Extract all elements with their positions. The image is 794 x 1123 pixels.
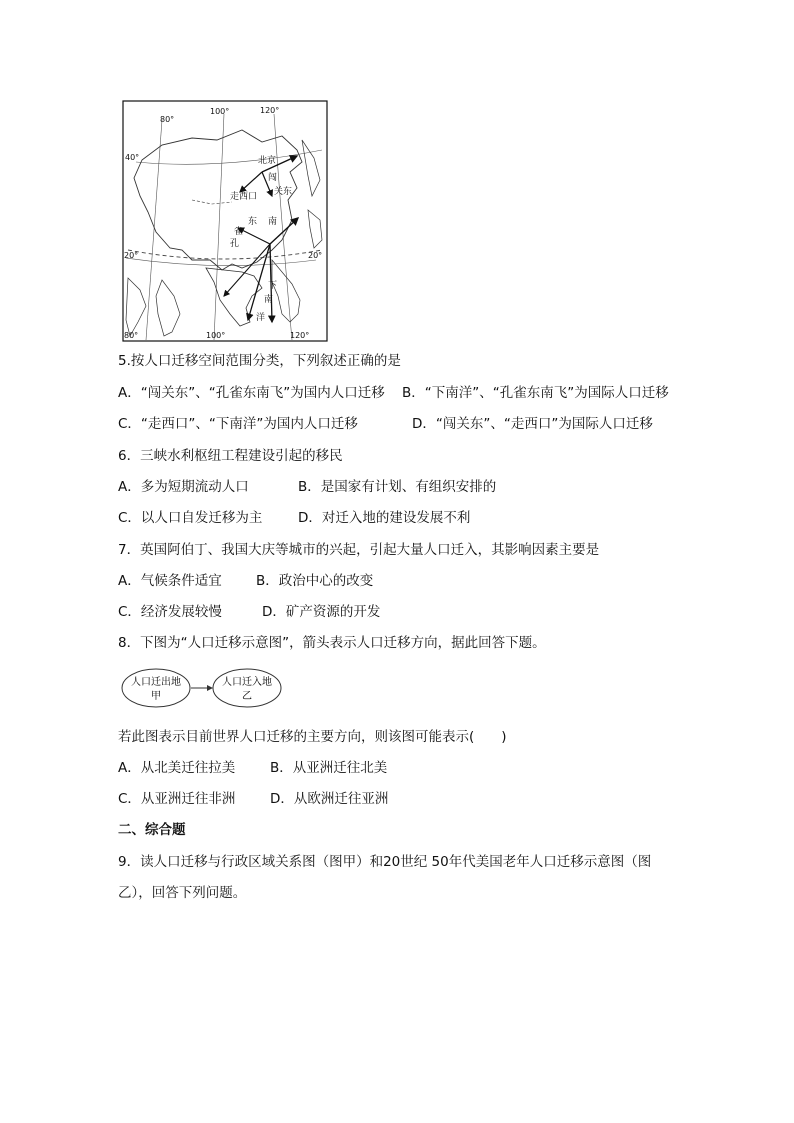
migration-diagram bbox=[120, 666, 290, 710]
lat-label-40: 40° bbox=[125, 153, 140, 162]
label-kong: 孔 bbox=[230, 239, 240, 249]
q7-option-b: B．政治中心的改变 bbox=[256, 573, 374, 589]
q9-line2: 乙），回答下列问题。 bbox=[118, 885, 247, 901]
q6-option-b: B．是国家有计划、有组织安排的 bbox=[298, 479, 497, 495]
node-in-label: 人口迁入地 bbox=[222, 677, 272, 688]
q8-option-c: C．从亚洲迁往非洲 bbox=[118, 791, 236, 807]
lon-label-80-bottom: 80° bbox=[124, 331, 139, 340]
q7-stem: 7．英国阿伯丁、我国大庆等城市的兴起，引起大量人口迁入，其影响因素主要是 bbox=[118, 542, 600, 558]
q8-stem: 8．下图为“人口迁移示意图”，箭头表示人口迁移方向，据此回答下题。 bbox=[118, 635, 546, 651]
label-zouxikou: 走西口 bbox=[230, 192, 258, 202]
lon-label-80: 80° bbox=[160, 115, 175, 124]
label-dong: 东 bbox=[248, 217, 258, 227]
lon-label-120-bottom: 120° bbox=[290, 331, 310, 340]
q6-stem: 6．三峡水利枢纽工程建设引起的移民 bbox=[118, 448, 343, 464]
lon-label-120: 120° bbox=[260, 106, 280, 115]
q9-line1: 9．读人口迁移与行政区域关系图（图甲）和20世纪 50年代美国老年人口迁移示意图（图 bbox=[118, 854, 652, 870]
lon-label-100: 100° bbox=[210, 107, 230, 116]
lat-label-20-left: 20° bbox=[124, 251, 139, 260]
q6-option-d: D．对迁入地的建设发展不利 bbox=[298, 510, 471, 526]
q7-option-d: D．矿产资源的开发 bbox=[262, 604, 381, 620]
label-que: 雀 bbox=[234, 227, 244, 237]
q7-option-c: C．经济发展较慢 bbox=[118, 604, 222, 620]
label-xia: 下 bbox=[268, 281, 278, 291]
label-guandong: 关东 bbox=[274, 187, 293, 197]
node-in-sublabel: 乙 bbox=[242, 691, 252, 702]
label-nan: 南 bbox=[268, 217, 278, 227]
q8-question: 若此图表示目前世界人口迁移的主要方向，则该图可能表示( ) bbox=[118, 729, 507, 745]
q8-option-b: B．从亚洲迁往北美 bbox=[270, 760, 388, 776]
q6-option-c: C．以人口自发迁移为主 bbox=[118, 510, 263, 526]
q6-option-a: A．多为短期流动人口 bbox=[118, 479, 249, 495]
lat-label-20-right: 20° bbox=[308, 251, 323, 260]
node-out-sublabel: 甲 bbox=[151, 691, 161, 702]
q8-option-d: D．从欧洲迁往亚洲 bbox=[270, 791, 389, 807]
lon-label-100-bottom: 100° bbox=[206, 331, 226, 340]
q5-option-d: D．“闯关东”、“走西口”为国际人口迁移 bbox=[412, 416, 653, 432]
q7-option-a: A．气候条件适宜 bbox=[118, 573, 222, 589]
q5-option-a: A．“闯关东”、“孔雀东南飞”为国内人口迁移 bbox=[118, 385, 385, 401]
label-nan2: 南 bbox=[264, 295, 274, 305]
q5-option-c: C．“走西口”、“下南洋”为国内人口迁移 bbox=[118, 416, 358, 432]
label-yang: 洋 bbox=[256, 313, 266, 323]
node-out-label: 人口迁出地 bbox=[131, 677, 181, 688]
q8-option-a: A．从北美迁往拉美 bbox=[118, 760, 236, 776]
migration-map bbox=[122, 100, 328, 342]
q5-stem: 5.按人口迁移空间范围分类，下列叙述正确的是 bbox=[118, 353, 401, 369]
q5-option-b: B．“下南洋”、“孔雀东南飞”为国际人口迁移 bbox=[402, 385, 669, 401]
label-beijing: 北京 bbox=[258, 156, 277, 166]
label-chuang: 闯 bbox=[268, 173, 278, 183]
section-title: 二、综合题 bbox=[118, 822, 186, 838]
